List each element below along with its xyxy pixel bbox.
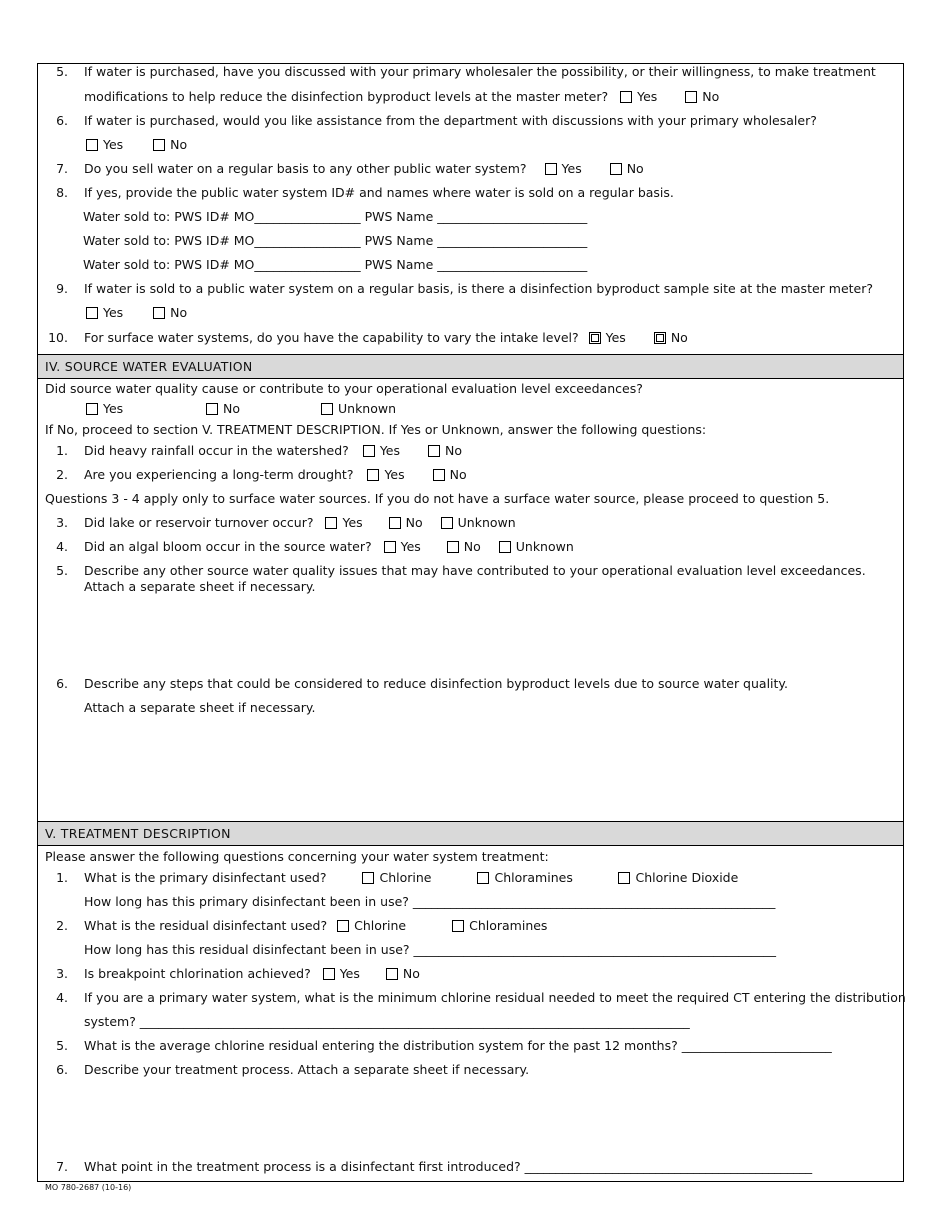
v-q4-text-line1: If you are a primary water system, what is the minimum chlorine residual needed to meet the required CT entering the distribution: [84, 990, 906, 1005]
iv-q1-yes-label: Yes: [379, 443, 400, 458]
iv-q4-unknown-checkbox[interactable]: [499, 541, 511, 553]
iv-q4-text: Did an algal bloom occur in the source water?: [84, 539, 372, 554]
section-v-title: V. TREATMENT DESCRIPTION: [45, 826, 231, 841]
iv-intro-no-label: No: [223, 401, 240, 416]
iv-q4-no-label: No: [463, 539, 481, 554]
v-q2-chloramines-label: Chloramines: [469, 918, 548, 933]
iv-q3-unknown-label: Unknown: [457, 515, 516, 530]
iv-q6-text-line2: Attach a separate sheet if necessary.: [84, 700, 316, 715]
q9-no-label: No: [170, 305, 188, 320]
v-q4-answer-field[interactable]: system? ________________________________________________________________________________________: [84, 1014, 690, 1029]
q9-number: 9.: [56, 281, 68, 296]
section-iv-title: IV. SOURCE WATER EVALUATION: [45, 359, 253, 374]
iv-q4-yes-label: Yes: [400, 539, 421, 554]
iv-q6-text-line1: Describe any steps that could be considered to reduce disinfection byproduct levels due to source water quality.: [84, 676, 789, 691]
v-q4-number: 4.: [56, 990, 68, 1005]
q5-no-label: No: [702, 89, 720, 104]
v-q6-text: Describe your treatment process. Attach a separate sheet if necessary.: [84, 1062, 530, 1077]
iv-intro-unknown-checkbox[interactable]: [321, 403, 333, 415]
q8-water-sold-row-3[interactable]: Water sold to: PWS ID# MO_________________ PWS Name ________________________: [83, 257, 588, 272]
v-q1-chlorine-label: Chlorine: [379, 870, 432, 885]
q9-yes-label: Yes: [103, 305, 124, 320]
iv-intro-yes-label: Yes: [103, 401, 124, 416]
v-q1-number: 1.: [56, 870, 68, 885]
q6-yes-label: Yes: [103, 137, 124, 152]
iv-q5-text-line2: Attach a separate sheet if necessary.: [84, 579, 316, 594]
q6-yes-checkbox[interactable]: [86, 139, 98, 151]
iv-instruction: If No, proceed to section V. TREATMENT DESCRIPTION. If Yes or Unknown, answer the following questions:: [45, 422, 707, 437]
v-q5-field[interactable]: What is the average chlorine residual entering the distribution system for the past 12 months? ________________________: [84, 1038, 832, 1053]
iv-q4-number: 4.: [56, 539, 68, 554]
q9-text: If water is sold to a public water system on a regular basis, is there a disinfection byproduct sample site at the master meter?: [84, 281, 874, 296]
iv-q2-text: Are you experiencing a long-term drought?: [84, 467, 354, 482]
v-q2-chlorine-checkbox[interactable]: [337, 920, 349, 932]
q9-no-checkbox[interactable]: [153, 307, 165, 319]
v-q2-followup-field[interactable]: How long has this residual disinfectant been in use? __________________________________________________________: [84, 942, 776, 957]
v-q3-number: 3.: [56, 966, 68, 981]
iv-intro-unknown-label: Unknown: [338, 401, 397, 416]
q6-no-label: No: [170, 137, 188, 152]
q7-no-checkbox[interactable]: [610, 163, 622, 175]
v-q6-answer-area[interactable]: [84, 1082, 884, 1154]
iv-q4-no-checkbox[interactable]: [447, 541, 459, 553]
iv-q2-no-label: No: [449, 467, 467, 482]
v-q1-text: What is the primary disinfectant used?: [84, 870, 327, 885]
q5-yes-label: Yes: [637, 89, 658, 104]
iv-q1-yes-checkbox[interactable]: [363, 445, 375, 457]
iv-q3-unknown-checkbox[interactable]: [441, 517, 453, 529]
iv-q4-yes-checkbox[interactable]: [384, 541, 396, 553]
iv-intro-question: Did source water quality cause or contribute to your operational evaluation level exceedances?: [45, 381, 643, 396]
q8-water-sold-row-1[interactable]: Water sold to: PWS ID# MO_________________ PWS Name ________________________: [83, 209, 588, 224]
iv-q3-no-checkbox[interactable]: [389, 517, 401, 529]
q5-text-line2: modifications to help reduce the disinfection byproduct levels at the master meter?: [84, 89, 609, 104]
v-q2-text: What is the residual disinfectant used?: [84, 918, 328, 933]
iv-q1-no-label: No: [444, 443, 462, 458]
v-q1-followup-field[interactable]: How long has this primary disinfectant been in use? __________________________________________________________: [84, 894, 776, 909]
iv-q1-row: [84, 443, 462, 459]
iv-q3-no-label: No: [405, 515, 423, 530]
iv-q5-answer-area[interactable]: [84, 599, 884, 669]
section-iv-header: [38, 354, 903, 379]
q6-text: If water is purchased, would you like assistance from the department with discussions with your primary wholesaler?: [84, 113, 817, 128]
v-q1-chlorine-dioxide-label: Chlorine Dioxide: [635, 870, 739, 885]
v-q3-text: Is breakpoint chlorination achieved?: [84, 966, 311, 981]
q10-number: 10.: [48, 330, 68, 345]
iv-intro-options: [86, 401, 396, 417]
iv-q1-number: 1.: [56, 443, 68, 458]
q10-no-checkbox[interactable]: [654, 332, 666, 344]
section-v-header: [38, 821, 903, 846]
q8-text: If yes, provide the public water system ID# and names where water is sold on a regular basis.: [84, 185, 674, 200]
v-q5-number: 5.: [56, 1038, 68, 1053]
q7-no-label: No: [626, 161, 644, 176]
iv-q4-unknown-label: Unknown: [515, 539, 574, 554]
v-q3-yes-checkbox[interactable]: [323, 968, 335, 980]
q9-options: [86, 305, 187, 321]
q7-yes-label: Yes: [561, 161, 582, 176]
q10-text: For surface water systems, do you have the capability to vary the intake level?: [84, 330, 579, 345]
v-q3-no-checkbox[interactable]: [386, 968, 398, 980]
q10-no-label: No: [670, 330, 688, 345]
q6-options: [86, 137, 187, 153]
v-q6-number: 6.: [56, 1062, 68, 1077]
v-q3-row: [84, 966, 420, 982]
iv-q3-text: Did lake or reservoir turnover occur?: [84, 515, 314, 530]
iv-q3-number: 3.: [56, 515, 68, 530]
iv-q4-row: [84, 539, 574, 555]
v-q2-chlorine-label: Chlorine: [354, 918, 407, 933]
iv-q2-number: 2.: [56, 467, 68, 482]
v-q7-field[interactable]: What point in the treatment process is a disinfectant first introduced? ______________________________________________: [84, 1159, 813, 1174]
iv-intro-yes-checkbox[interactable]: [86, 403, 98, 415]
iv-q2-yes-label: Yes: [384, 467, 405, 482]
q8-number: 8.: [56, 185, 68, 200]
v-intro: Please answer the following questions concerning your water system treatment:: [45, 849, 549, 864]
iv-q2-yes-checkbox[interactable]: [367, 469, 379, 481]
iv-q1-text: Did heavy rainfall occur in the watershed?: [84, 443, 349, 458]
iv-q2-row: [84, 467, 467, 483]
iv-q3-row: [84, 515, 516, 531]
iv-q5-text-line1: Describe any other source water quality issues that may have contributed to your operational evaluation level exceedances.: [84, 563, 866, 578]
v-q1-chloramines-label: Chloramines: [494, 870, 573, 885]
q7-number: 7.: [56, 161, 68, 176]
q5-no-checkbox[interactable]: [685, 91, 697, 103]
q9-yes-checkbox[interactable]: [86, 307, 98, 319]
q7-yes-checkbox[interactable]: [545, 163, 557, 175]
v-q3-no-label: No: [402, 966, 420, 981]
form-page: [37, 63, 904, 1182]
q5-yes-checkbox[interactable]: [620, 91, 632, 103]
v-q7-number: 7.: [56, 1159, 68, 1174]
v-q2-chloramines-checkbox[interactable]: [452, 920, 464, 932]
q10-yes-checkbox[interactable]: [589, 332, 601, 344]
q6-no-checkbox[interactable]: [153, 139, 165, 151]
q10-yes-label: Yes: [605, 330, 626, 345]
v-q1-row: [84, 870, 738, 886]
iv-q1-no-checkbox[interactable]: [428, 445, 440, 457]
iv-q3-yes-checkbox[interactable]: [325, 517, 337, 529]
v-q2-number: 2.: [56, 918, 68, 933]
iv-intro-no-checkbox[interactable]: [206, 403, 218, 415]
iv-q5-number: 5.: [56, 563, 68, 578]
v-q1-chlorine-checkbox[interactable]: [362, 872, 374, 884]
iv-q6-number: 6.: [56, 676, 68, 691]
q7-text: Do you sell water on a regular basis to any other public water system?: [84, 161, 527, 176]
q5-number: 5.: [56, 64, 68, 79]
q10-row: [84, 330, 688, 346]
iv-q6-answer-area[interactable]: [84, 720, 884, 816]
v-q1-chloramines-checkbox[interactable]: [477, 872, 489, 884]
v-q3-yes-label: Yes: [339, 966, 360, 981]
q8-water-sold-row-2[interactable]: Water sold to: PWS ID# MO_________________ PWS Name ________________________: [83, 233, 588, 248]
q6-number: 6.: [56, 113, 68, 128]
q5-text-line1: If water is purchased, have you discussed with your primary wholesaler the possibility, or their willingness, to make treatment: [84, 64, 876, 79]
q5-row: [84, 89, 719, 105]
iv-surface-water-note: Questions 3 - 4 apply only to surface water sources. If you do not have a surface water source, please proceed to question 5.: [45, 491, 830, 506]
v-q1-chlorine-dioxide-checkbox[interactable]: [618, 872, 630, 884]
form-number-footer: MO 780-2687 (10-16): [45, 1183, 132, 1192]
q7-row: [84, 161, 644, 177]
v-q2-row: [84, 918, 547, 934]
iv-q3-yes-label: Yes: [342, 515, 363, 530]
iv-q2-no-checkbox[interactable]: [433, 469, 445, 481]
